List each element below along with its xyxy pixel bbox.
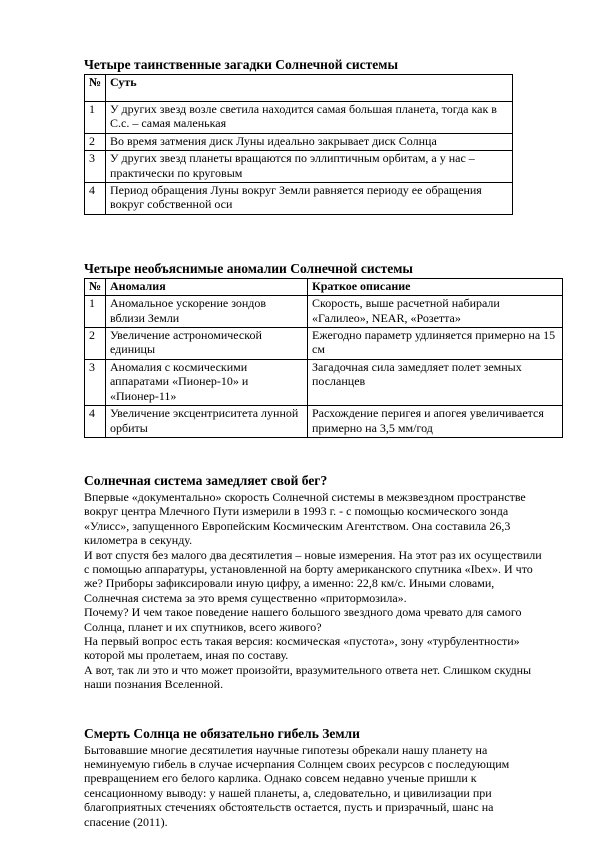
paragraph: Впервые «документально» скорость Солнечной системы в межзвездном пространстве вокруг центра Млечного Пути измерили в 1993 г. - с помощью космического зонда «Улисс», запущенного Европейским Космическим Агентством. Она составила 26,3 километра в секунду. — [84, 489, 526, 548]
row-number: 4 — [85, 183, 106, 215]
row-text: У других звезд планеты вращаются по эллиптичным орбитам, а у нас – практически по круговым — [106, 151, 513, 183]
row-text: Период обращения Луны вокруг Земли равняется периоду ее обращения вокруг собственной оси — [106, 183, 513, 215]
row-description: Ежегодно параметр удлиняется примерно на 15 см — [308, 328, 563, 360]
riddles-col-text-header-label: Суть — [110, 75, 137, 89]
row-number: 2 — [85, 133, 106, 150]
paragraph: Почему? И чем такое поведение нашего большого звездного дома чревато для самого Солнца, планет и их спутников, всего живого? — [84, 605, 522, 634]
sun-death-section-title: Смерть Солнца не обязательно гибель Земли — [84, 725, 360, 741]
row-number: 4 — [85, 406, 106, 438]
slowdown-section-title: Солнечная система замедляет свой бег? — [84, 472, 328, 488]
paragraph: А вот, так ли это и что может произойти, вразумительного ответа нет. Слишком скудны наши познания Вселенной. — [84, 662, 532, 692]
anomalies-col-anomaly-header: Аномалия — [106, 278, 308, 295]
section-gap — [84, 692, 542, 726]
table-row — [85, 183, 513, 215]
row-number: 3 — [85, 151, 106, 183]
riddles-table — [84, 74, 513, 215]
slowdown-section — [84, 473, 542, 692]
row-anomaly: Увеличение эксцентриситета лунной орбиты — [106, 406, 308, 438]
row-description: Расхождение перигея и апогея увеличивается примерно на 3,5 мм/год — [308, 406, 563, 438]
table-row — [85, 406, 563, 438]
table-row — [85, 102, 513, 134]
section-gap — [84, 438, 542, 473]
riddles-col-num-header: № — [85, 75, 106, 102]
row-anomaly: Аномальное ускорение зондов вблизи Земли — [106, 296, 308, 328]
table-row — [85, 133, 513, 150]
row-description: Загадочная сила замедляет полет земных посланцев — [308, 359, 563, 405]
riddles-section-title: Четыре таинственные загадки Солнечной системы — [84, 57, 398, 72]
row-number: 1 — [85, 102, 106, 134]
row-anomaly: Аномалия с космическими аппаратами «Пионер-10» и «Пионер-11» — [106, 359, 308, 405]
sun-death-section — [84, 726, 542, 829]
row-number: 3 — [85, 359, 106, 405]
row-number: 1 — [85, 296, 106, 328]
riddles-col-text-header — [106, 75, 513, 102]
anomalies-table-header-row — [85, 278, 563, 295]
anomalies-col-num-header: № — [85, 278, 106, 295]
table-row — [85, 359, 563, 405]
anomalies-col-desc-header: Краткое описание — [308, 278, 563, 295]
anomalies-section-title: Четыре необъяснимые аномалии Солнечной системы — [84, 260, 413, 276]
riddles-table-header-row — [85, 75, 513, 102]
row-anomaly: Увеличение астрономической единицы — [106, 328, 308, 360]
paragraph: И вот спустя без малого два десятилетия – новые измерения. На этот раз их осуществили с помощью аппаратуры, установленной на борту американского спутника «Ibex». И что же? Приборы зафиксировали иную цифру, а именно: 22,8 км/с. Иными словами, Солнечная система за это время существенно «притормозила». — [84, 547, 542, 605]
row-text: У других звезд возле светила находится самая большая планета, тогда как в С.с. – самая маленькая — [106, 102, 513, 134]
paragraph: На первый вопрос есть такая версия: космическая «пустота», зону «турбулентности» которой мы пролетаем, иная по составу. — [84, 633, 520, 663]
section-gap — [84, 215, 542, 261]
table-row — [85, 296, 563, 328]
row-text: Во время затмения диск Луны идеально закрывает диск Солнца — [106, 133, 513, 150]
paragraph: Бытовавшие многие десятилетия научные гипотезы обрекали нашу планету на неминуемую гибель в случае исчерпания Солнцем своих ресурсов с последующим превращением его белого карлика. Однако совсем недавно ученые пришли к сенсационному выводу: у нашей планеты, а, следовательно, и цивилизации при благоприятных стечениях обстоятельств остается, пусть и призрачный, шанс на спасение (2011). — [84, 742, 510, 829]
row-number: 2 — [85, 328, 106, 360]
table-row — [85, 151, 513, 183]
row-description: Скорость, выше расчетной набирали «Галилео», NEAR, «Розетта» — [308, 296, 563, 328]
anomalies-table — [84, 278, 563, 438]
table-row — [85, 328, 563, 360]
